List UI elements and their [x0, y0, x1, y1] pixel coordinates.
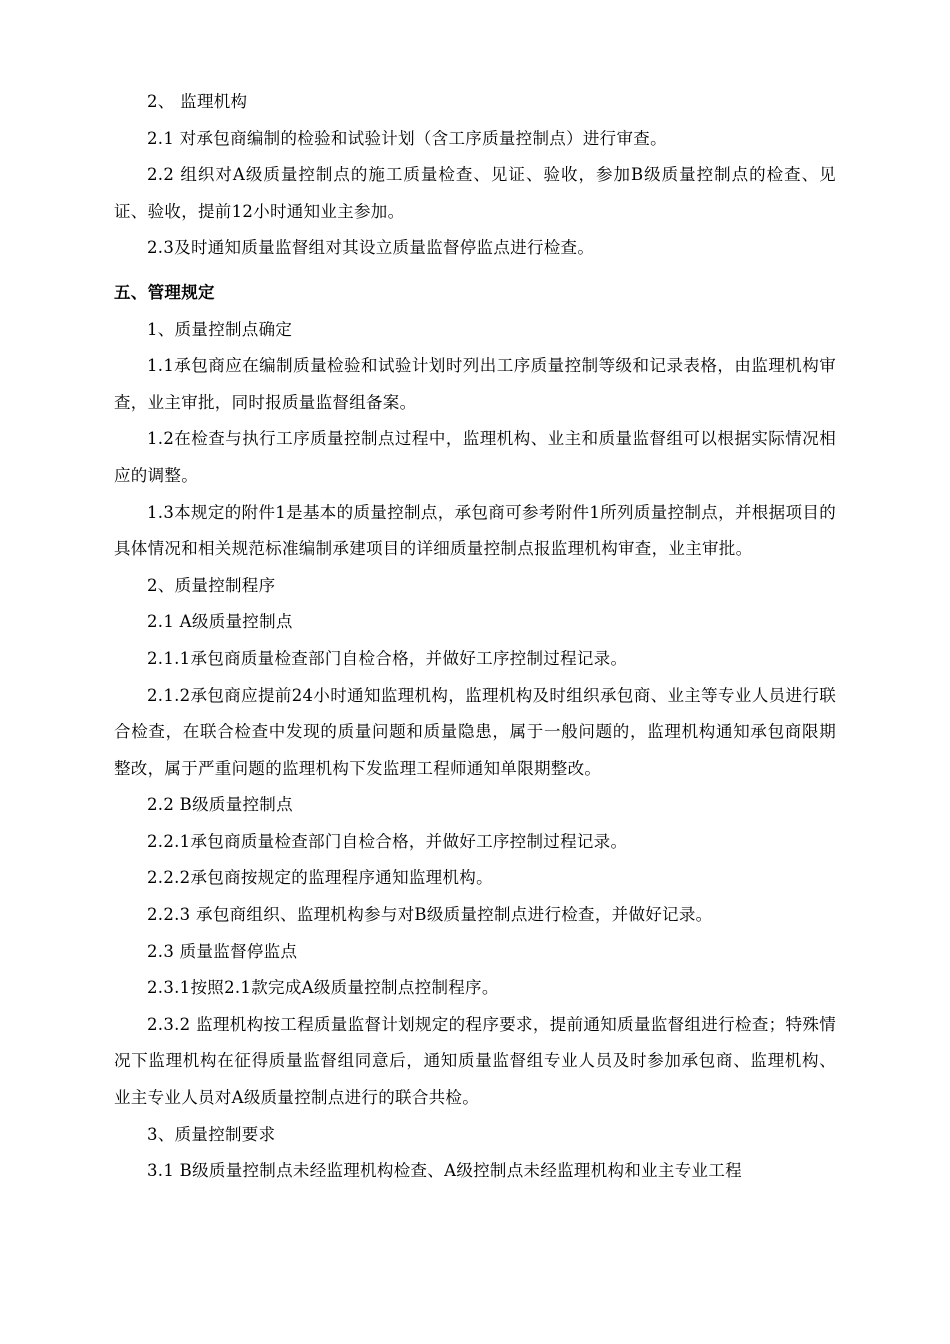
paragraph-1-2: 1.2在检查与执行工序质量控制点过程中，监理机构、业主和质量监督组可以根据实际情况相应的调整。: [114, 429, 836, 485]
paragraph-2-2-2: 2.2.2承包商按规定的监理程序通知监理机构。: [147, 868, 493, 888]
paragraph-2-control-procedure: 2、质量控制程序: [147, 575, 276, 595]
paragraph-1-3: 1.3本规定的附件1是基本的质量控制点，承包商可参考附件1所列质量控制点，并根据项目的具体情况和相关规范标准编制承建项目的详细质量控制点报监理机构审查，业主审批。: [114, 502, 836, 559]
paragraph-1-1: 1.1承包商应在编制质量检验和试验计划时列出工序质量控制等级和记录表格，由监理机构审查，业主审批，同时报质量监督组备案。: [114, 356, 836, 412]
paragraph-2-1: 2.1 对承包商编制的检验和试验计划（含工序质量控制点）进行审查。: [147, 128, 667, 148]
paragraph-1-control-point-determination: 1、质量控制点确定: [147, 319, 293, 339]
paragraph-2-3-1: 2.3.1按照2.1款完成A级质量控制点控制程序。: [147, 978, 499, 998]
paragraph-2-3-2: 2.3.2 监理机构按工程质量监督计划规定的程序要求，提前通知质量监督组进行检查；特殊情况下监理机构在征得质量监督组同意后，通知质量监督组专业人员及时参加承包商、监理机构、业主专业人员对A级质量控制点进行的联合共检。: [114, 1014, 836, 1108]
section-heading-management-rules: 五、管理规定: [114, 282, 215, 302]
paragraph-3-1: 3.1 B级质量控制点未经监理机构检查、A级控制点未经监理机构和业主专业工程: [147, 1161, 742, 1181]
paragraph-2-1-2: 2.1.2承包商应提前24小时通知监理机构，监理机构及时组织承包商、业主等专业人员进行联合检查，在联合检查中发现的质量问题和质量隐患，属于一般问题的，监理机构通知承包商限期整改，属于严重问题的监理机构下发监理工程师通知单限期整改。: [114, 685, 836, 778]
paragraph-2-supervisor: 2、 监理机构: [147, 92, 248, 111]
paragraph-3-control-requirements: 3、质量控制要求: [147, 1124, 276, 1144]
paragraph-2-2-1: 2.2.1承包商质量检查部门自检合格，并做好工序控制过程记录。: [147, 831, 628, 851]
paragraph-2-3-hold-point: 2.3 质量监督停监点: [147, 941, 298, 961]
paragraph-2-2: 2.2 组织对A级质量控制点的施工质量检查、见证、验收，参加B级质量控制点的检查、见证、验收，提前12小时通知业主参加。: [114, 165, 836, 221]
paragraph-2-1-1: 2.1.1承包商质量检查部门自检合格，并做好工序控制过程记录。: [147, 648, 628, 668]
paragraph-2-2-b-level: 2.2 B级质量控制点: [147, 795, 293, 815]
document-page: [114, 84, 836, 1190]
paragraph-2-2-3: 2.2.3 承包商组织、监理机构参与对B级质量控制点进行检查，并做好记录。: [147, 905, 713, 925]
paragraph-2-1-a-level: 2.1 A级质量控制点: [147, 612, 293, 632]
paragraph-2-3: 2.3及时通知质量监督组对其设立质量监督停监点进行检查。: [147, 238, 595, 258]
